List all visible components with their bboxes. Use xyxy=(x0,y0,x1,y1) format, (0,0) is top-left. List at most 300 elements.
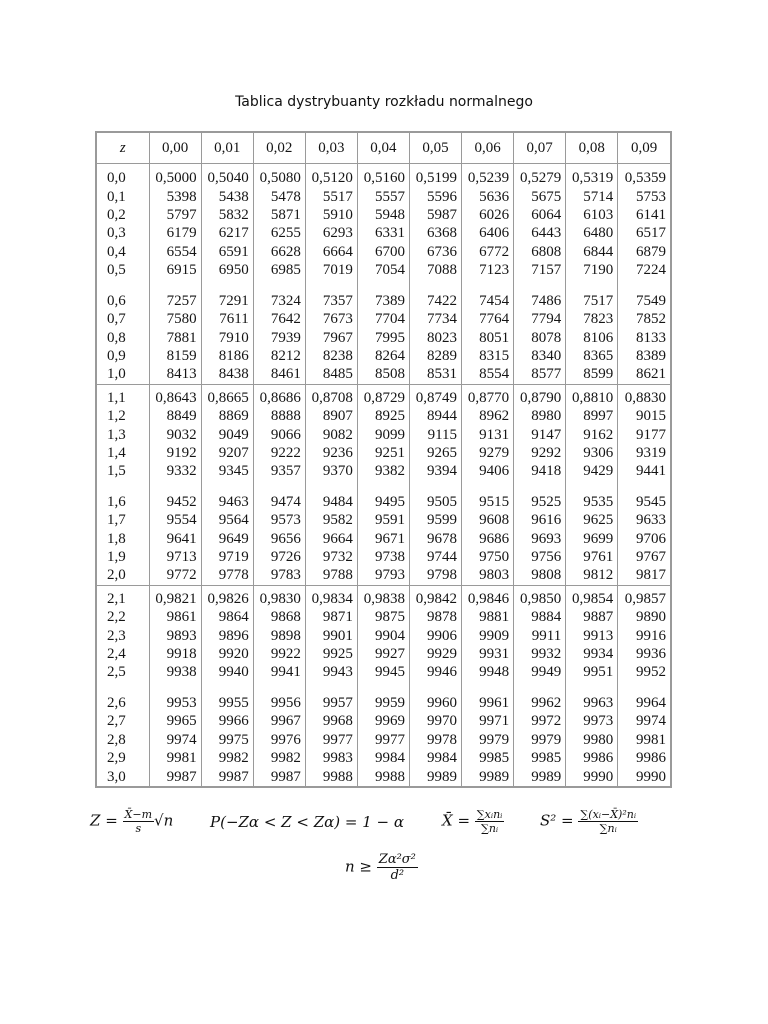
table-cell: 0,8708 xyxy=(305,384,357,407)
column-header: 0,03 xyxy=(305,133,357,164)
table-cell: 9893 xyxy=(149,626,201,644)
table-cell: 0,5359 xyxy=(618,164,670,188)
table-cell: 9931 xyxy=(462,645,514,663)
table-row xyxy=(97,384,670,407)
table-cell: 8599 xyxy=(566,365,618,384)
table-cell: 9803 xyxy=(462,566,514,585)
row-header-z: 2,0 xyxy=(107,567,126,584)
table-cell: 7704 xyxy=(357,310,409,328)
table-cell: 7157 xyxy=(514,261,566,279)
table-cell: 6064 xyxy=(514,206,566,224)
row-header-z: 1,0 xyxy=(107,366,126,383)
table-cell: 9896 xyxy=(201,626,253,644)
table-cell: 9961 xyxy=(462,682,514,713)
table-cell: 0,8749 xyxy=(409,384,461,407)
variance-formula: S² = $\frac{\text{∑(xᵢ−X̄)²nᵢ}}{\text{∑nᵢ}}$ xyxy=(540,808,637,835)
row-header-z: 2,6 xyxy=(107,694,126,711)
table-cell: 7967 xyxy=(305,328,357,346)
row-header-z: 0,8 xyxy=(107,329,126,346)
column-header: 0,01 xyxy=(201,133,253,164)
table-cell: 8485 xyxy=(305,365,357,384)
table-cell: 6591 xyxy=(201,243,253,261)
table-cell: 6141 xyxy=(618,206,670,224)
table-cell: 6772 xyxy=(462,243,514,261)
table-cell: 9952 xyxy=(618,663,670,681)
table-cell: 9750 xyxy=(462,548,514,566)
table-cell: 9973 xyxy=(566,712,618,730)
table-cell: 9989 xyxy=(409,767,461,786)
table-cell: 9505 xyxy=(409,480,461,511)
table-row xyxy=(97,328,670,346)
table-cell: 9981 xyxy=(149,749,201,767)
table-cell: 9956 xyxy=(253,682,305,713)
table-cell: 8365 xyxy=(566,347,618,365)
table-cell: 9975 xyxy=(201,731,253,749)
table-cell: 7794 xyxy=(514,310,566,328)
table-cell: 6443 xyxy=(514,224,566,242)
table-row xyxy=(97,712,670,730)
table-cell: 0,9838 xyxy=(357,585,409,608)
table-cell: 9936 xyxy=(618,645,670,663)
table-cell: 9545 xyxy=(618,480,670,511)
table-cell: 9525 xyxy=(514,480,566,511)
table-cell: 8554 xyxy=(462,365,514,384)
table-cell: 9793 xyxy=(357,566,409,585)
table-cell: 8078 xyxy=(514,328,566,346)
table-cell: 7764 xyxy=(462,310,514,328)
table-cell: 6950 xyxy=(201,261,253,279)
table-cell: 9901 xyxy=(305,626,357,644)
table-cell: 7357 xyxy=(305,279,357,310)
table-cell: 9706 xyxy=(618,529,670,547)
table-cell: 9951 xyxy=(566,663,618,681)
table-cell: 0,8790 xyxy=(514,384,566,407)
table-cell: 0,5239 xyxy=(462,164,514,188)
table-cell: 9898 xyxy=(253,626,305,644)
table-row xyxy=(97,767,670,786)
column-header: 0,07 xyxy=(514,133,566,164)
table-cell: 6217 xyxy=(201,224,253,242)
table-cell: 9918 xyxy=(149,645,201,663)
table-cell: 9306 xyxy=(566,444,618,462)
formulas-section xyxy=(0,800,768,910)
table-cell: 8925 xyxy=(357,407,409,425)
table-cell: 9988 xyxy=(357,767,409,786)
table-row xyxy=(97,365,670,384)
table-cell: 6879 xyxy=(618,243,670,261)
table-cell: 9671 xyxy=(357,529,409,547)
table-cell: 7324 xyxy=(253,279,305,310)
table-cell: 9678 xyxy=(409,529,461,547)
table-cell: 9871 xyxy=(305,608,357,626)
row-header-z: 0,3 xyxy=(107,225,126,242)
table-cell: 9319 xyxy=(618,444,670,462)
table-cell: 5987 xyxy=(409,206,461,224)
table-row xyxy=(97,566,670,585)
table-cell: 8212 xyxy=(253,347,305,365)
table-cell: 5398 xyxy=(149,188,201,206)
table-cell: 7019 xyxy=(305,261,357,279)
table-cell: 9920 xyxy=(201,645,253,663)
table-cell: 9649 xyxy=(201,529,253,547)
table-cell: 9934 xyxy=(566,645,618,663)
table-cell: 9772 xyxy=(149,566,201,585)
table-cell: 9207 xyxy=(201,444,253,462)
table-cell: 8133 xyxy=(618,328,670,346)
table-cell: 6179 xyxy=(149,224,201,242)
table-cell: 9890 xyxy=(618,608,670,626)
table-cell: 7852 xyxy=(618,310,670,328)
table-cell: 7673 xyxy=(305,310,357,328)
table-cell: 7580 xyxy=(149,310,201,328)
table-row xyxy=(97,243,670,261)
table-cell: 9960 xyxy=(409,682,461,713)
table-row xyxy=(97,511,670,529)
table-cell: 9980 xyxy=(566,731,618,749)
column-header: 0,05 xyxy=(409,133,461,164)
table-cell: 8186 xyxy=(201,347,253,365)
table-cell: 9693 xyxy=(514,529,566,547)
row-header-z: 2,5 xyxy=(107,664,126,681)
table-cell: 9582 xyxy=(305,511,357,529)
column-header: 0,08 xyxy=(566,133,618,164)
table-cell: 7422 xyxy=(409,279,461,310)
table-cell: 8944 xyxy=(409,407,461,425)
table-cell: 9744 xyxy=(409,548,461,566)
table-cell: 5675 xyxy=(514,188,566,206)
table-cell: 9974 xyxy=(618,712,670,730)
table-cell: 9418 xyxy=(514,462,566,480)
table-cell: 9884 xyxy=(514,608,566,626)
table-cell: 9976 xyxy=(253,731,305,749)
table-cell: 5832 xyxy=(201,206,253,224)
table-cell: 8051 xyxy=(462,328,514,346)
table-cell: 9965 xyxy=(149,712,201,730)
table-cell: 8461 xyxy=(253,365,305,384)
table-cell: 7088 xyxy=(409,261,461,279)
table-cell: 0,8665 xyxy=(201,384,253,407)
table-cell: 6517 xyxy=(618,224,670,242)
table-cell: 9474 xyxy=(253,480,305,511)
table-cell: 9932 xyxy=(514,645,566,663)
table-cell: 9864 xyxy=(201,608,253,626)
table-cell: 9778 xyxy=(201,566,253,585)
table-row xyxy=(97,749,670,767)
table-cell: 9981 xyxy=(618,731,670,749)
table-cell: 9357 xyxy=(253,462,305,480)
row-header-z: 0,9 xyxy=(107,347,126,364)
table-cell: 9699 xyxy=(566,529,618,547)
table-cell: 8264 xyxy=(357,347,409,365)
page-title: Tablica dystrybuanty rozkładu normalnego xyxy=(235,94,533,110)
table-cell: 8389 xyxy=(618,347,670,365)
table-cell: 7257 xyxy=(149,279,201,310)
table-cell: 9906 xyxy=(409,626,461,644)
table-cell: 9949 xyxy=(514,663,566,681)
table-header-row xyxy=(97,133,670,164)
table-cell: 8315 xyxy=(462,347,514,365)
table-cell: 0,5040 xyxy=(201,164,253,188)
table-cell: 9964 xyxy=(618,682,670,713)
table-cell: 9887 xyxy=(566,608,618,626)
table-cell: 9236 xyxy=(305,444,357,462)
table-cell: 9983 xyxy=(305,749,357,767)
table-cell: 9984 xyxy=(409,749,461,767)
row-header-z: 1,1 xyxy=(97,384,149,407)
table-cell: 9082 xyxy=(305,425,357,443)
table-cell: 8849 xyxy=(149,407,201,425)
table-cell: 9406 xyxy=(462,462,514,480)
table-cell: 9788 xyxy=(305,566,357,585)
row-header-z: 1,3 xyxy=(107,426,126,443)
table-cell: 6406 xyxy=(462,224,514,242)
table-cell: 9767 xyxy=(618,548,670,566)
table-cell: 7486 xyxy=(514,279,566,310)
table-cell: 9664 xyxy=(305,529,357,547)
table-row xyxy=(97,480,670,511)
table-cell: 9989 xyxy=(462,767,514,786)
table-cell: 5517 xyxy=(305,188,357,206)
table-cell: 9370 xyxy=(305,462,357,480)
table-cell: 9881 xyxy=(462,608,514,626)
table-cell: 6480 xyxy=(566,224,618,242)
table-cell: 7939 xyxy=(253,328,305,346)
table-cell: 9967 xyxy=(253,712,305,730)
table-row xyxy=(97,425,670,443)
table-cell: 8159 xyxy=(149,347,201,365)
table-cell: 5797 xyxy=(149,206,201,224)
table-cell: 9564 xyxy=(201,511,253,529)
table-cell: 0,9854 xyxy=(566,585,618,608)
table-cell: 9929 xyxy=(409,645,461,663)
table-row xyxy=(97,529,670,547)
table-cell: 8869 xyxy=(201,407,253,425)
table-cell: 9968 xyxy=(305,712,357,730)
table-cell: 8907 xyxy=(305,407,357,425)
table-cell: 7910 xyxy=(201,328,253,346)
table-cell: 9812 xyxy=(566,566,618,585)
table-cell: 9970 xyxy=(409,712,461,730)
table-cell: 9222 xyxy=(253,444,305,462)
table-row xyxy=(97,407,670,425)
table-cell: 8289 xyxy=(409,347,461,365)
table-cell: 9162 xyxy=(566,425,618,443)
table-cell: 9032 xyxy=(149,425,201,443)
table-cell: 9955 xyxy=(201,682,253,713)
column-header: 0,00 xyxy=(149,133,201,164)
table-cell: 9515 xyxy=(462,480,514,511)
table-cell: 9946 xyxy=(409,663,461,681)
table-cell: 5753 xyxy=(618,188,670,206)
table-row xyxy=(97,731,670,749)
table-cell: 0,8729 xyxy=(357,384,409,407)
table-cell: 8980 xyxy=(514,407,566,425)
table-cell: 9686 xyxy=(462,529,514,547)
table-cell: 9738 xyxy=(357,548,409,566)
table-cell: 7611 xyxy=(201,310,253,328)
row-header-z: 2,2 xyxy=(107,609,126,626)
table-cell: 6844 xyxy=(566,243,618,261)
column-header-z: z xyxy=(97,133,149,164)
table-cell: 6700 xyxy=(357,243,409,261)
table-cell: 9732 xyxy=(305,548,357,566)
table-cell: 6368 xyxy=(409,224,461,242)
row-header-z: 2,8 xyxy=(107,731,126,748)
sample-size-formula: n ≥ $\frac{\text{Zα²σ²}}{\text{d²}}$ xyxy=(345,852,416,883)
table-cell: 9292 xyxy=(514,444,566,462)
table-cell: 6554 xyxy=(149,243,201,261)
table-cell: 9573 xyxy=(253,511,305,529)
table-cell: 9904 xyxy=(357,626,409,644)
table-cell: 9925 xyxy=(305,645,357,663)
table-cell: 9808 xyxy=(514,566,566,585)
row-header-z: 2,1 xyxy=(97,585,149,608)
table-cell: 9783 xyxy=(253,566,305,585)
table-cell: 0,5160 xyxy=(357,164,409,188)
table-row xyxy=(97,682,670,713)
table-cell: 5714 xyxy=(566,188,618,206)
table-cell: 7190 xyxy=(566,261,618,279)
table-row xyxy=(97,462,670,480)
table-cell: 0,5120 xyxy=(305,164,357,188)
table-cell: 9713 xyxy=(149,548,201,566)
table-cell: 9987 xyxy=(201,767,253,786)
table-cell: 9953 xyxy=(149,682,201,713)
table-cell: 6103 xyxy=(566,206,618,224)
table-cell: 9049 xyxy=(201,425,253,443)
table-cell: 9913 xyxy=(566,626,618,644)
table-cell: 5438 xyxy=(201,188,253,206)
table-cell: 0,5279 xyxy=(514,164,566,188)
table-cell: 8508 xyxy=(357,365,409,384)
table-row xyxy=(97,663,670,681)
row-header-z: 2,4 xyxy=(107,646,126,663)
table-cell: 8531 xyxy=(409,365,461,384)
table-cell: 7123 xyxy=(462,261,514,279)
row-header-z: 1,6 xyxy=(107,493,126,510)
table-row xyxy=(97,626,670,644)
table-row xyxy=(97,279,670,310)
table-cell: 9015 xyxy=(618,407,670,425)
table-row xyxy=(97,645,670,663)
table-cell: 7517 xyxy=(566,279,618,310)
table-cell: 8438 xyxy=(201,365,253,384)
table-cell: 5910 xyxy=(305,206,357,224)
table-cell: 0,9857 xyxy=(618,585,670,608)
table-cell: 8023 xyxy=(409,328,461,346)
table-row xyxy=(97,548,670,566)
table-cell: 9985 xyxy=(514,749,566,767)
table-cell: 9861 xyxy=(149,608,201,626)
table-cell: 9986 xyxy=(566,749,618,767)
table-cell: 5478 xyxy=(253,188,305,206)
table-cell: 7224 xyxy=(618,261,670,279)
table-cell: 9977 xyxy=(305,731,357,749)
table-cell: 9382 xyxy=(357,462,409,480)
table-cell: 9535 xyxy=(566,480,618,511)
table-cell: 0,5319 xyxy=(566,164,618,188)
mean-formula: X̄ = $\frac{\text{∑xᵢnᵢ}}{\text{∑nᵢ}}$ xyxy=(442,808,503,835)
table-row xyxy=(97,310,670,328)
table-cell: 9332 xyxy=(149,462,201,480)
normal-distribution-table xyxy=(95,131,672,788)
table-cell: 9962 xyxy=(514,682,566,713)
table-cell: 9147 xyxy=(514,425,566,443)
table-cell: 7642 xyxy=(253,310,305,328)
table-row xyxy=(97,164,670,188)
z-formula: Z = $\frac{X̄-m}{s}$ √n xyxy=(90,808,174,835)
row-header-z: 1,7 xyxy=(107,512,126,529)
table-cell: 6808 xyxy=(514,243,566,261)
table-row xyxy=(97,347,670,365)
table-cell: 8997 xyxy=(566,407,618,425)
table-cell: 9495 xyxy=(357,480,409,511)
table-cell: 9761 xyxy=(566,548,618,566)
table-cell: 9441 xyxy=(618,462,670,480)
table-cell: 9987 xyxy=(253,767,305,786)
table-cell: 7291 xyxy=(201,279,253,310)
table-cell: 9066 xyxy=(253,425,305,443)
table-cell: 0,9830 xyxy=(253,585,305,608)
column-header: 0,04 xyxy=(357,133,409,164)
table-cell: 0,5199 xyxy=(409,164,461,188)
table-cell: 6255 xyxy=(253,224,305,242)
table-cell: 9279 xyxy=(462,444,514,462)
table-cell: 9608 xyxy=(462,511,514,529)
table-cell: 8577 xyxy=(514,365,566,384)
table-row xyxy=(97,608,670,626)
table-cell: 9982 xyxy=(253,749,305,767)
table-cell: 9452 xyxy=(149,480,201,511)
table-cell: 9979 xyxy=(462,731,514,749)
table-cell: 0,9850 xyxy=(514,585,566,608)
table-cell: 0,9834 xyxy=(305,585,357,608)
table-cell: 9633 xyxy=(618,511,670,529)
table-cell: 7995 xyxy=(357,328,409,346)
table-cell: 9591 xyxy=(357,511,409,529)
table-cell: 5948 xyxy=(357,206,409,224)
table-cell: 9265 xyxy=(409,444,461,462)
row-header-z: 2,3 xyxy=(107,627,126,644)
table-cell: 9972 xyxy=(514,712,566,730)
table-cell: 7734 xyxy=(409,310,461,328)
row-header-z: 0,7 xyxy=(107,311,126,328)
table-cell: 9977 xyxy=(357,731,409,749)
table-cell: 0,9821 xyxy=(149,585,201,608)
table-cell: 9927 xyxy=(357,645,409,663)
table-cell: 9974 xyxy=(149,731,201,749)
table-cell: 9963 xyxy=(566,682,618,713)
table-cell: 0,8770 xyxy=(462,384,514,407)
table-cell: 7054 xyxy=(357,261,409,279)
table-cell: 0,5000 xyxy=(149,164,201,188)
table-cell: 9625 xyxy=(566,511,618,529)
table-cell: 9911 xyxy=(514,626,566,644)
table-cell: 0,9846 xyxy=(462,585,514,608)
table-cell: 8340 xyxy=(514,347,566,365)
table-cell: 9131 xyxy=(462,425,514,443)
table-cell: 9945 xyxy=(357,663,409,681)
row-header-z: 1,2 xyxy=(107,408,126,425)
table-cell: 0,9842 xyxy=(409,585,461,608)
row-header-z: 0,6 xyxy=(107,292,126,309)
table-cell: 5557 xyxy=(357,188,409,206)
cdf-table xyxy=(97,133,670,786)
table-cell: 9868 xyxy=(253,608,305,626)
table-body xyxy=(97,164,670,787)
table-cell: 9978 xyxy=(409,731,461,749)
table-cell: 9875 xyxy=(357,608,409,626)
